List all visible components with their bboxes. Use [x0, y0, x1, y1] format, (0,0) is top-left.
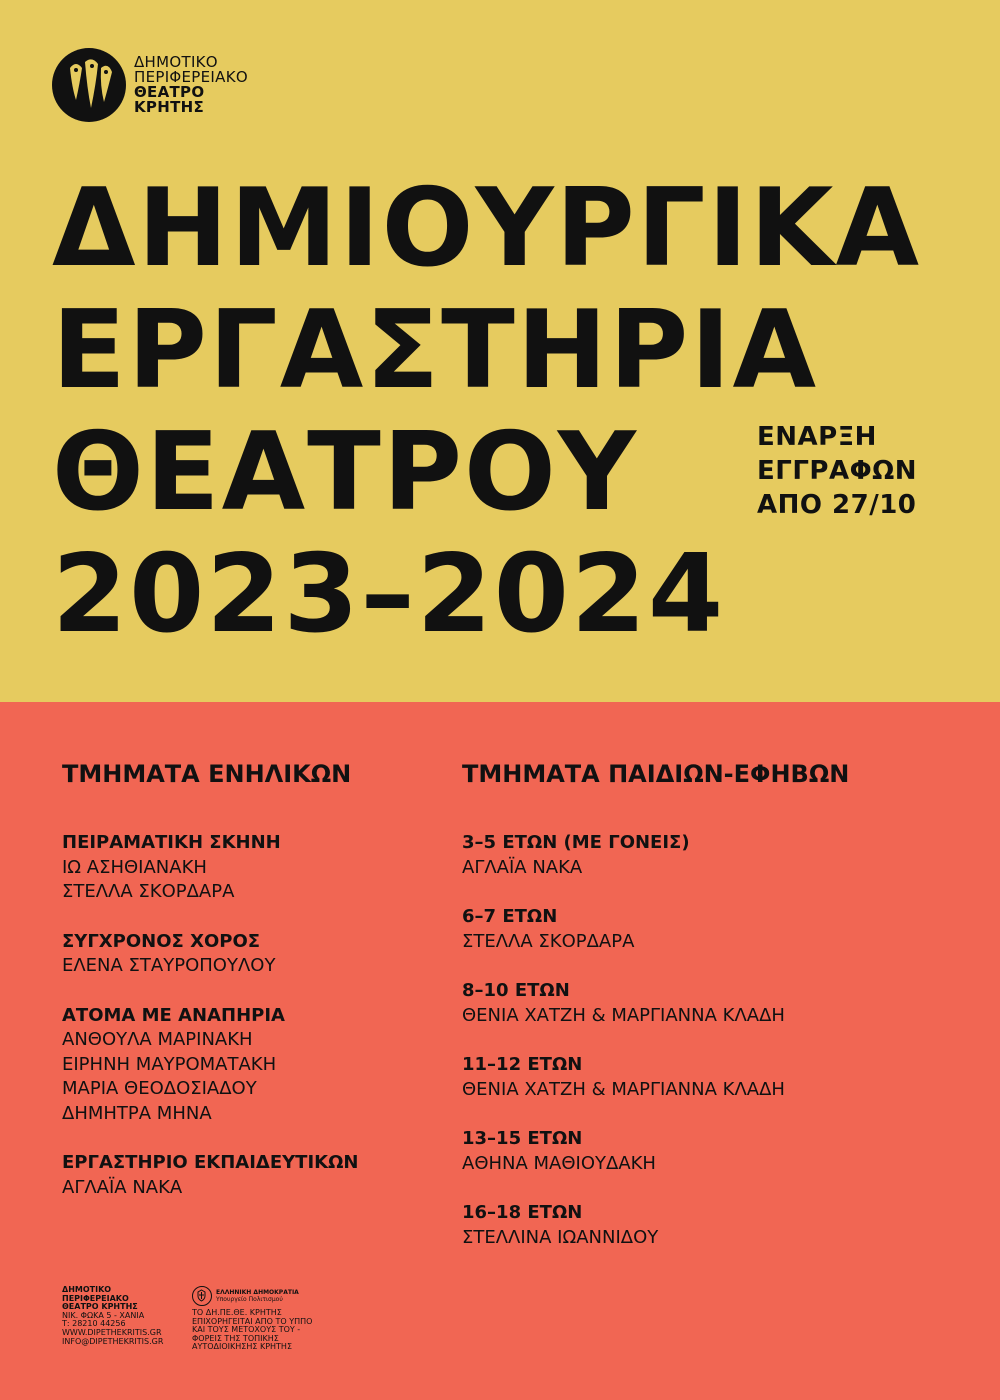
title-line: ΘΕΑΤΡΟΥ	[52, 410, 639, 535]
instructor-name: ΑΘΗΝΑ ΜΑΘΙΟΥΔΑΚΗ	[462, 1152, 656, 1174]
ministry-line: ΕΛΛΗΝΙΚΗ ΔΗΜΟΚΡΑΤΙΑ	[216, 1289, 299, 1296]
greek-emblem-icon	[192, 1286, 212, 1306]
age-group	[462, 831, 962, 880]
workshop-title: ΣΥΓΧΡΟΝΟΣ ΧΟΡΟΣ	[62, 930, 261, 952]
footer-address: ΝΙΚ. ΦΩΚΑ 5 - ΧΑΝΙΑ	[62, 1310, 145, 1320]
instructor-name: ΙΩ ΑΣΗΘΙΑΝΑΚΗ	[62, 856, 207, 878]
instructor-name: ΑΓΛΑΪΑ ΝΑΚΑ	[462, 856, 583, 878]
workshop-title: ΑΤΟΜΑ ΜΕ ΑΝΑΠΗΡΙΑ	[62, 1004, 285, 1026]
ministry-text	[216, 1289, 299, 1303]
age-group-title: 6–7 ΕΤΩΝ	[462, 906, 558, 927]
theatre-masks-logo-icon	[52, 48, 126, 122]
registration-line: ΑΠΟ 27/10	[757, 490, 917, 520]
instructor-name: ΜΑΡΙΑ ΘΕΟΔΟΣΙΑΔΟΥ	[62, 1078, 257, 1099]
age-group-title: 8–10 ΕΤΩΝ	[462, 980, 570, 1001]
title-line: ΕΡΓΑΣΤΗΡΙΑ	[52, 288, 819, 413]
registration-line: ΕΓΓΡΑΦΩΝ	[757, 456, 918, 486]
age-group-title: 11–12 ΕΤΩΝ	[462, 1054, 583, 1075]
workshop-group	[62, 930, 442, 979]
sponsor-line: ΤΟ ΔΗ.ΠΕ.ΘΕ. ΚΡΗΤΗΣ	[192, 1308, 282, 1317]
logo-line: ΔΗΜΟΤΙΚΟ	[134, 53, 218, 71]
footer-sponsor	[192, 1286, 312, 1352]
age-group-title: 13–15 ΕΤΩΝ	[462, 1128, 583, 1149]
footer-phone: Τ: 28210 44256	[62, 1319, 126, 1329]
logo-line: ΠΕΡΙΦΕΡΕΙΑΚΟ	[134, 68, 248, 86]
footer-contact	[62, 1286, 163, 1346]
registration-line: ΕΝΑΡΞΗ	[757, 422, 877, 452]
age-group-title: 16–18 ΕΤΩΝ	[462, 1202, 583, 1223]
title-line: 2023–2024	[52, 532, 726, 657]
sponsor-line: ΦΟΡΕΙΣ ΤΗΣ ΤΟΠΙΚΗΣ	[192, 1333, 279, 1343]
sponsor-line: ΕΠΙΧΟΡΗΓΕΙΤΑΙ ΑΠΟ ΤΟ ΥΠΠΟ	[192, 1316, 313, 1326]
footer-org-line: ΔΗΜΟΤΙΚΟ	[62, 1285, 112, 1294]
workshop-group	[62, 1151, 442, 1200]
sponsor-line: ΑΥΤΟΔΙΟΙΚΗΣΗΣ ΚΡΗΤΗΣ	[192, 1342, 293, 1352]
instructor-name: ΕΛΕΝΑ ΣΤΑΥΡΟΠΟΥΛΟΥ	[62, 955, 276, 976]
age-group	[462, 1201, 962, 1250]
instructor-name: ΔΗΜΗΤΡΑ ΜΗΝΑ	[62, 1102, 212, 1124]
workshop-title: ΕΡΓΑΣΤΗΡΙΟ ΕΚΠΑΙΔΕΥΤΙΚΩΝ	[62, 1152, 359, 1173]
logo-text	[134, 55, 248, 115]
instructor-name: ΘΕΝΙΑ ΧΑΤΖΗ & ΜΑΡΓΙΑΝΝΑ ΚΛΑΔΗ	[462, 1004, 785, 1026]
logo-line: ΚΡΗΤΗΣ	[134, 98, 205, 116]
logo-line: ΘΕΑΤΡΟ	[134, 83, 205, 101]
instructor-name: ΣΤΕΛΛΙΝΑ ΙΩΑΝΝΙΔΟΥ	[462, 1226, 659, 1248]
ministry-line: Υπουργείο Πολιτισμού	[216, 1296, 283, 1303]
footer-org-line: ΠΕΡΙΦΕΡΕΙΑΚΟ	[62, 1293, 129, 1303]
footer-website: WWW.DIPETHEKRITIS.GR	[62, 1327, 162, 1337]
workshop-title: ΠΕΙΡΑΜΑΤΙΚΗ ΣΚΗΝΗ	[62, 832, 281, 853]
theatre-logo	[52, 48, 248, 122]
adults-column	[62, 758, 442, 1225]
age-group-title: 3–5 ΕΤΩΝ (ΜΕ ΓΟΝΕΙΣ)	[462, 832, 690, 853]
age-group	[462, 1053, 962, 1102]
instructor-name: ΣΤΕΛΛΑ ΣΚΟΡΔΑΡΑ	[462, 930, 635, 952]
workshop-group	[62, 831, 442, 905]
instructor-name: ΘΕΝΙΑ ΧΑΤΖΗ & ΜΑΡΓΙΑΝΝΑ ΚΛΑΔΗ	[462, 1078, 785, 1100]
instructor-name: ΑΓΛΑΪΑ ΝΑΚΑ	[62, 1176, 183, 1198]
age-group	[462, 979, 962, 1028]
ministry-badge	[192, 1286, 312, 1306]
children-heading: ΤΜΗΜΑΤΑ ΠΑΙΔΙΩΝ-ΕΦΗΒΩΝ	[462, 760, 850, 788]
registration-notice	[757, 420, 917, 522]
page-title	[52, 168, 921, 656]
children-column	[462, 758, 962, 1275]
instructor-name: ΕΙΡΗΝΗ ΜΑΥΡΟΜΑΤΑΚΗ	[62, 1053, 277, 1075]
adults-heading: ΤΜΗΜΑΤΑ ΕΝΗΛΙΚΩΝ	[62, 760, 352, 788]
workshop-group	[62, 1004, 442, 1127]
instructor-name: ΣΤΕΛΛΑ ΣΚΟΡΔΑΡΑ	[62, 881, 235, 902]
footer-org-line: ΘΕΑΤΡΟ ΚΡΗΤΗΣ	[62, 1302, 138, 1312]
footer-email: INFO@DIPETHEKRITIS.GR	[62, 1336, 164, 1346]
instructor-name: ΑΝΘΟΥΛΑ ΜΑΡΙΝΑΚΗ	[62, 1029, 253, 1050]
title-line: ΔΗΜΙΟΥΡΓΙΚΑ	[52, 166, 922, 291]
age-group	[462, 905, 962, 954]
sponsor-line: ΚΑΙ ΤΟΥΣ ΜΕΤΟΧΟΥΣ ΤΟΥ -	[192, 1325, 301, 1335]
age-group	[462, 1127, 962, 1176]
